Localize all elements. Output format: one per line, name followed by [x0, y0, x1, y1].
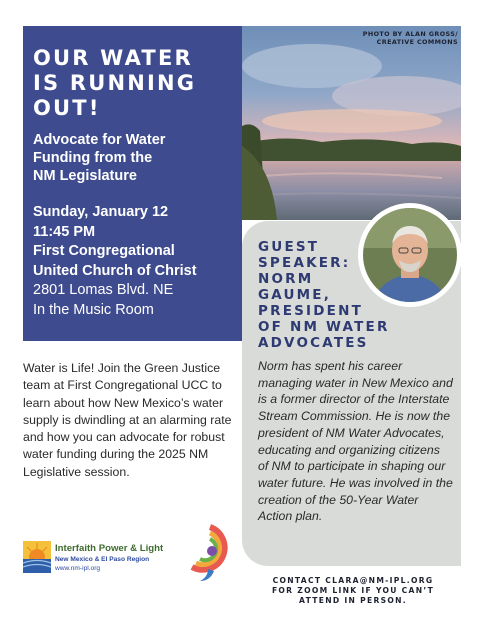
speaker-portrait-image — [363, 208, 457, 302]
org-name: Interfaith Power & Light — [55, 543, 164, 554]
sunset-logo-icon — [23, 541, 51, 573]
speaker-bio: Norm has spent his career managing water in New Mexico and is a former director of the Interstate Stream Commission. He is now the president of NM Water Advocates, educating and organizing citizens of NM to participate in shaping our water future. He was involved in the creation of the 50-Year Water Action plan. — [258, 359, 453, 524]
event-room: In the Music Room — [33, 301, 154, 318]
subheadline: Advocate for Water Funding from the NM Legislature — [33, 132, 166, 184]
event-address: 2801 Lomas Blvd. NE — [33, 282, 174, 298]
contact-info: CONTACT CLARA@NM-IPL.ORG FOR ZOOM LINK IF YOU CAN’T ATTEND IN PERSON. — [271, 576, 435, 605]
speaker-heading: GUEST SPEAKER: NORM GAUME, PRESIDENT OF NM WATER ADVOCATES — [258, 239, 390, 351]
ucc-comma-logo-icon — [184, 523, 236, 583]
river-photo — [242, 26, 461, 220]
event-date: Sunday, January 12 — [33, 204, 169, 220]
org-website[interactable]: www.nm-ipl.org — [55, 565, 101, 572]
event-description: Water is Life! Join the Green Justice team at First Congregational UCC to learn about how New Mexico’s water supply is dwindling at an alarming rate and how you can advocate for robust water funding during the 2025 NM Legislative session. — [23, 361, 232, 479]
event-time: 11:45 PM — [33, 223, 96, 240]
headline: OUR WATER IS RUNNING OUT! — [33, 46, 197, 120]
org-region: New Mexico & El Paso Region — [55, 556, 150, 563]
event-venue: First Congregational United Church of Christ — [33, 243, 197, 279]
ipl-logo — [23, 541, 163, 581]
speaker-photo — [358, 203, 462, 307]
river-landscape-image — [242, 26, 461, 220]
photo-credit: PHOTO BY ALAN GROSS/ CREATIVE COMMONS — [362, 30, 458, 46]
event-panel — [23, 26, 242, 341]
